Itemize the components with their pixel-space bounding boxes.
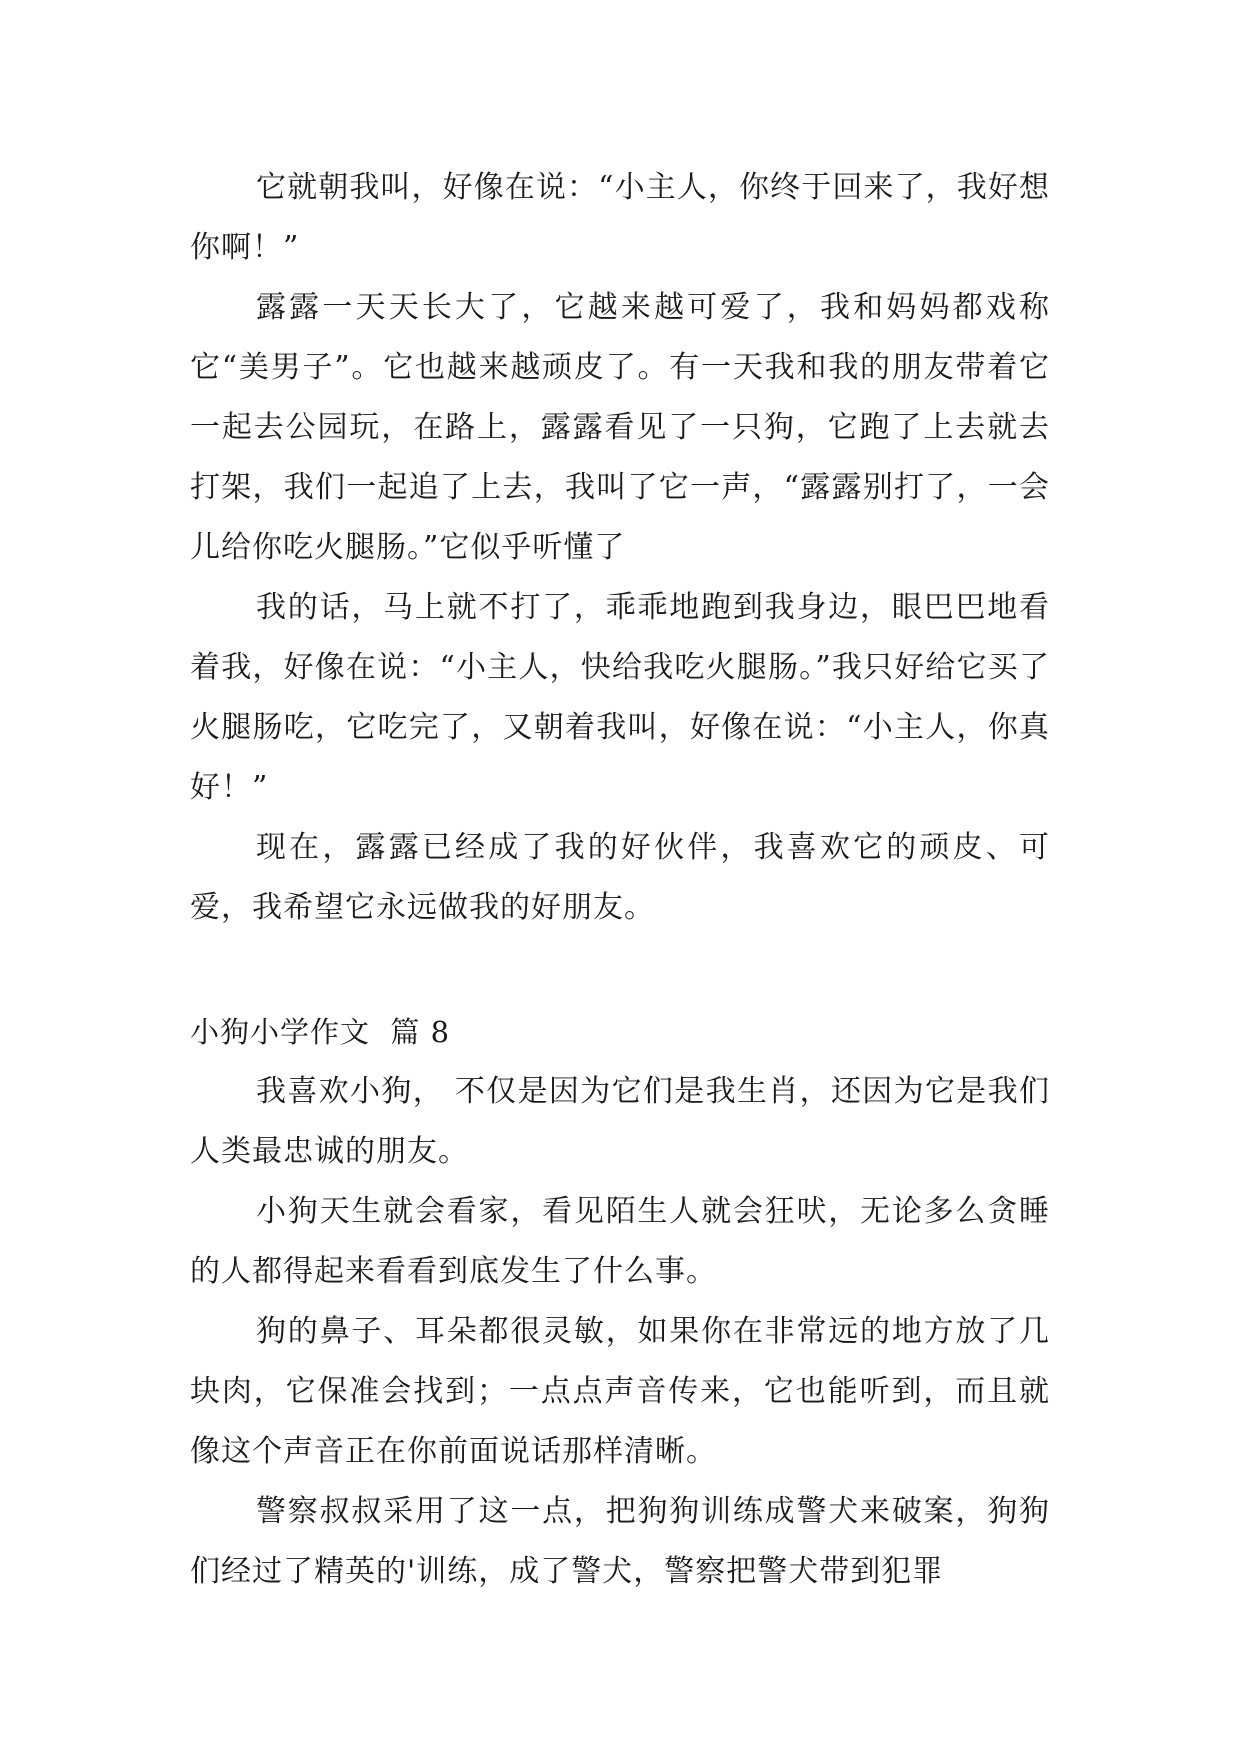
paragraph: 小狗天生就会看家，看见陌生人就会狂吠，无论多么贪睡的人都得起来看看到底发生了什么事。 bbox=[190, 1194, 1050, 1289]
paragraph: 露露一天天长大了，它越来越可爱了，我和妈妈都戏称它“美男子”。它也越来越顽皮了。有一天我和我的朋友带着它一起去公园玩，在路上，露露看见了一只狗，它跑了上去就去打架，我们一起追了上去，我叫了它一声，“露露别打了，一会儿给你吃火腿肠。”它似乎听懂了 bbox=[190, 290, 1050, 565]
paragraph: 我的话，马上就不打了，乖乖地跑到我身边，眼巴巴地看着我，好像在说：“小主人，快给我吃火腿肠。”我只好给它买了火腿肠吃，它吃完了，又朝着我叫，好像在说：“小主人，你真好！” bbox=[190, 590, 1050, 805]
paragraph: 它就朝我叫，好像在说：“小主人，你终于回来了，我好想你啊！” bbox=[190, 170, 1050, 265]
paragraph: 现在，露露已经成了我的好伙伴，我喜欢它的顽皮、可爱，我希望它永远做我的好朋友。 bbox=[190, 830, 1050, 925]
paragraph: 警察叔叔采用了这一点，把狗狗训练成警犬来破案，狗狗们经过了精英的'训练，成了警犬，警察把警犬带到犯罪 bbox=[190, 1494, 1050, 1589]
paragraph: 我喜欢小狗， 不仅是因为它们是我生肖，还因为它是我们人类最忠诚的朋友。 bbox=[190, 1074, 1050, 1169]
section-heading: 小狗小学作文 篇 8 bbox=[190, 1015, 451, 1049]
document-page bbox=[190, 158, 1050, 1602]
paragraph: 狗的鼻子、耳朵都很灵敏，如果你在非常远的地方放了几块肉，它保准会找到；一点点声音传来，它也能听到，而且就像这个声音正在你前面说话那样清晰。 bbox=[190, 1314, 1050, 1469]
